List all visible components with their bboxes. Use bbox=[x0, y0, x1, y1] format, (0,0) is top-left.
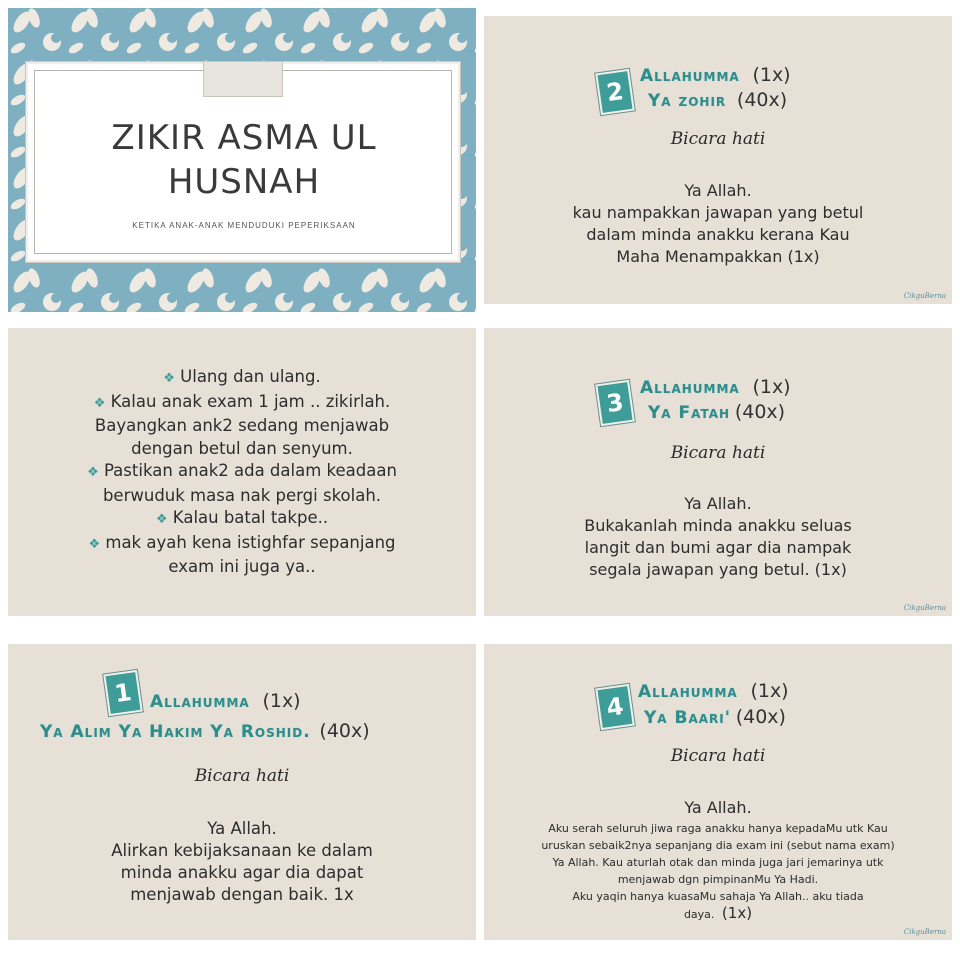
bicara-hati-label: Bicara hati bbox=[670, 746, 766, 766]
tips-slide bbox=[8, 328, 476, 616]
prayer-line: Aku yaqin hanya kuasaMu sahaja Ya Allah.. aku tiada bbox=[572, 890, 864, 903]
diamond-bullet-icon: ❖ bbox=[93, 395, 106, 411]
number-badge: 3 bbox=[595, 380, 635, 426]
diamond-bullet-icon: ❖ bbox=[87, 465, 99, 480]
zikir-line-1 bbox=[638, 680, 789, 702]
zikir-count: (40x) bbox=[735, 706, 786, 728]
prayer-line: Ya Allah. Kau aturlah otak dan minda juga jari jemarinya utk bbox=[552, 856, 884, 869]
prayer-line: Ya Allah. bbox=[684, 181, 752, 200]
bicara-hati-label: Bicara hati bbox=[670, 443, 766, 463]
prayer-line: Maha Menampakkan (1x) bbox=[616, 247, 820, 266]
signature: CikguBerna bbox=[903, 928, 946, 936]
prayer-line: minda anakku agar dia dapat bbox=[120, 863, 364, 882]
prayer-line: Ya Allah. bbox=[684, 494, 752, 513]
list-item: ❖ Kalau anak exam 1 jam .. zikirlah. bbox=[93, 391, 391, 411]
zikir-name: Allahumma bbox=[638, 682, 738, 702]
zikir-line-2 bbox=[40, 720, 370, 742]
prayer-text bbox=[8, 818, 476, 906]
bicara-hati-label: Bicara hati bbox=[194, 766, 290, 786]
bicara-hati-label: Bicara hati bbox=[670, 129, 766, 149]
number-badge: 2 bbox=[595, 69, 635, 115]
tips-list bbox=[8, 366, 476, 579]
prayer-line: Bukakanlah minda anakku seluas bbox=[584, 516, 852, 535]
zikir-line-2 bbox=[644, 706, 786, 728]
list-item-continuation: exam ini juga ya.. bbox=[168, 557, 316, 576]
slide-zikir-1 bbox=[8, 644, 476, 940]
list-item: ❖ Kalau batal takpe.. bbox=[155, 508, 329, 527]
list-item-continuation: dengan betul dan senyum. bbox=[131, 438, 353, 458]
zikir-name: Ya Alim Ya Hakim Ya Roshid. bbox=[40, 722, 311, 742]
diamond-bullet-icon: ❖ bbox=[155, 512, 168, 527]
zikir-count: (1x) bbox=[752, 376, 791, 398]
prayer-heading: Ya Allah. bbox=[684, 798, 752, 817]
prayer-line: Aku serah seluruh jiwa raga anakku hanya kepadaMu utk Kau bbox=[548, 822, 888, 835]
title-slide bbox=[8, 8, 476, 312]
prayer-line: Ya Allah. bbox=[207, 819, 277, 838]
diamond-bullet-icon: ❖ bbox=[163, 371, 175, 386]
zikir-line-2 bbox=[648, 401, 785, 423]
list-item: ❖ mak ayah kena istighfar sepanjang bbox=[88, 532, 396, 552]
zikir-count: (40x) bbox=[736, 89, 788, 111]
zikir-count: (1x) bbox=[262, 690, 301, 712]
number-badge: 4 bbox=[595, 684, 635, 730]
zikir-count: (1x) bbox=[750, 680, 789, 702]
prayer-line: menjawab dgn pimpinanMu Ya Hadi. bbox=[617, 873, 819, 886]
zikir-name: Allahumma bbox=[640, 66, 740, 86]
list-item: ❖ Pastikan anak2 ada dalam keadaan bbox=[87, 461, 397, 480]
zikir-name: Ya Baari' bbox=[644, 708, 731, 728]
prayer-line: segala jawapan yang betul. (1x) bbox=[589, 560, 847, 579]
prayer-text bbox=[484, 820, 952, 923]
list-item-continuation: Bayangkan ank2 sedang menjawab bbox=[94, 416, 390, 435]
zikir-count: (40x) bbox=[734, 401, 786, 423]
prayer-line: Alirkan kebijaksanaan ke dalam bbox=[111, 841, 373, 860]
zikir-name: Ya zohir bbox=[648, 91, 727, 111]
slide-zikir-4 bbox=[484, 644, 952, 940]
prayer-line: langit dan bumi agar dia nampak bbox=[584, 538, 852, 557]
zikir-line-1 bbox=[640, 64, 791, 86]
zikir-line-1 bbox=[640, 376, 791, 398]
diamond-bullet-icon: ❖ bbox=[88, 536, 101, 552]
prayer-line: kau nampakkan jawapan yang betul bbox=[572, 203, 864, 222]
number-badge: 1 bbox=[103, 670, 143, 716]
zikir-line-1 bbox=[150, 690, 301, 712]
zikir-line-2 bbox=[648, 89, 787, 111]
page-title: ZIKIR ASMA UL HUSNAH bbox=[111, 118, 377, 202]
zikir-count: (1x) bbox=[752, 64, 791, 86]
zikir-count: (40x) bbox=[319, 720, 370, 742]
signature: CikguBerna bbox=[903, 604, 946, 612]
zikir-name: Ya Fatah bbox=[648, 403, 731, 423]
slide-zikir-3 bbox=[484, 328, 952, 616]
prayer-line: dalam minda anakku kerana Kau bbox=[586, 225, 850, 244]
list-item: ❖ Ulang dan ulang. bbox=[163, 367, 321, 386]
title-card-tab bbox=[203, 61, 283, 97]
signature: CikguBerna bbox=[903, 292, 946, 300]
prayer-text bbox=[484, 180, 952, 268]
page-subtitle: KETIKA ANAK-ANAK MENDUDUKI PEPERIKSAAN bbox=[132, 221, 356, 230]
list-item-continuation: berwuduk masa nak pergi skolah. bbox=[102, 485, 382, 505]
prayer-line: uruskan sebaik2nya sepanjang dia exam ini (sebut nama exam) bbox=[541, 839, 895, 852]
prayer-text bbox=[484, 493, 952, 581]
zikir-name: Allahumma bbox=[640, 378, 740, 398]
slide-zikir-2 bbox=[484, 16, 952, 304]
prayer-line: daya. (1x) bbox=[683, 904, 753, 922]
prayer-line: menjawab dengan baik. 1x bbox=[130, 885, 354, 904]
zikir-name: Allahumma bbox=[150, 692, 250, 712]
